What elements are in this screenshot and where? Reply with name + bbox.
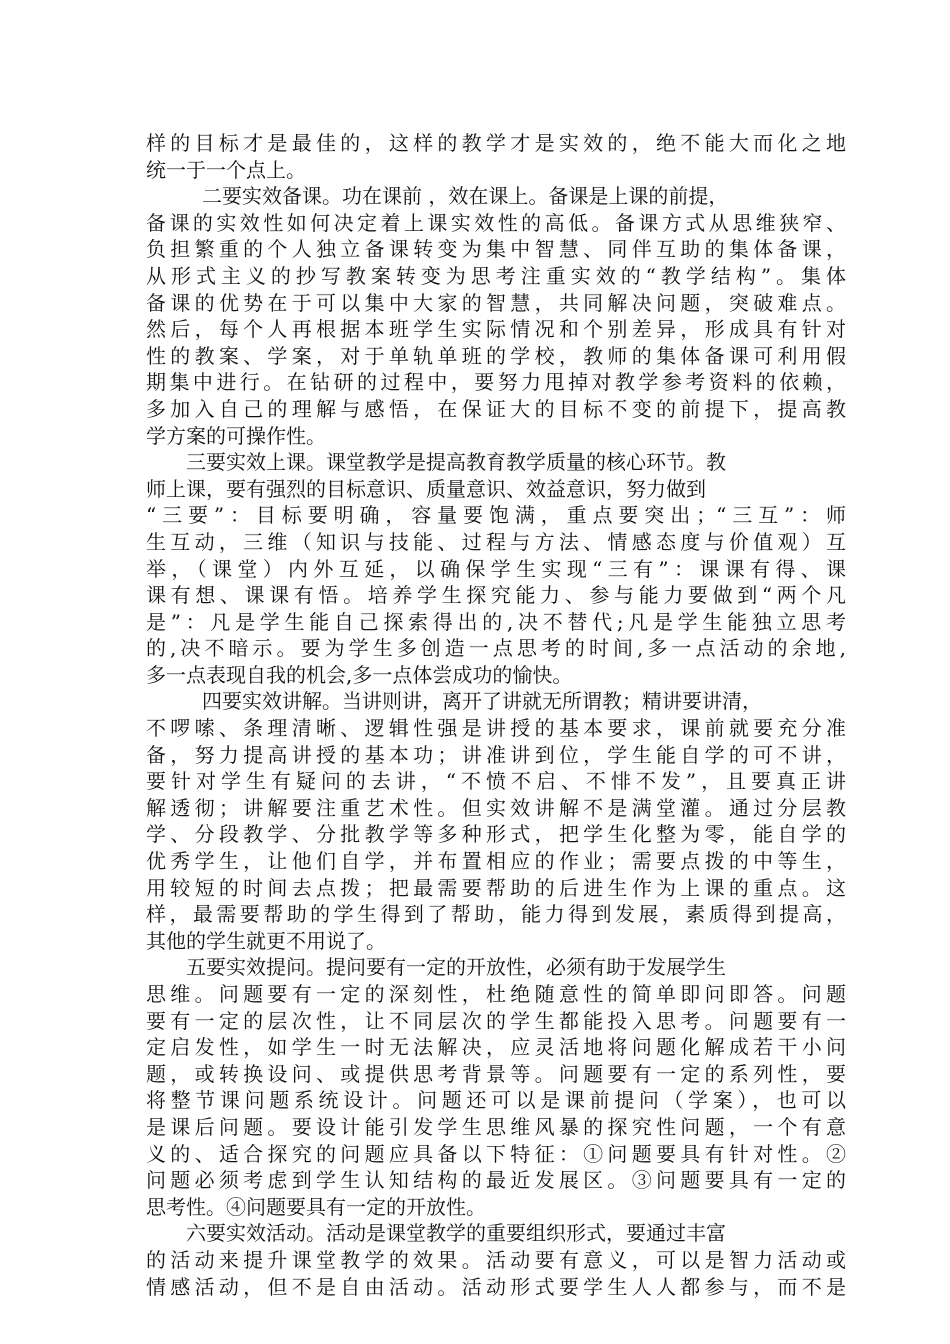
text-line: “三要”：目标要明确，容量要饱满，重点要突出；“三互”：师 [146, 503, 846, 528]
text-line: 思考性。④问题要具有一定的开放性。 [146, 1194, 486, 1219]
text-line: 优秀学生，让他们自学，并布置相应的作业；需要点拨的中等生， [146, 849, 846, 874]
text-line: 定启发性，如学生一时无法解决，应灵活地将问题化解成若干小问 [146, 1035, 846, 1060]
text-line: 义的、适合探究的问题应具备以下特征：①问题要具有针对性。② [146, 1141, 846, 1166]
paragraph-start-line: 三要实效上课。课堂教学是提高教育教学质量的核心环节。教 [186, 450, 726, 475]
text-line: 课有想、课课有悟。培养学生探究能力、参与能力要做到“两个凡 [146, 583, 846, 608]
text-line: 性的教案、学案，对于单轨单班的学校，教师的集体备课可利用假 [146, 343, 846, 368]
paragraph-start-line: 四要实效讲解。当讲则讲，离开了讲就无所谓教；精讲要讲清， [202, 689, 762, 714]
paragraph-start-line: 二要实效备课。功在课前 ，效在课上。备课是上课的前提， [202, 184, 729, 209]
text-line: 是课后问题。要设计能引发学生思维风暴的探究性问题，一个有意 [146, 1114, 846, 1139]
text-line: 师上课，要有强烈的目标意识、质量意识、效益意识，努力做到 [146, 476, 706, 501]
text-line: 多一点表现自我的机会,多一点体尝成功的愉快。 [146, 662, 573, 687]
text-line: 备课的实效性如何决定着上课实效性的高低。备课方式从思维狭窄、 [146, 210, 846, 235]
text-line: 期集中进行。在钻研的过程中，要努力甩掉对教学参考资料的依赖， [146, 370, 846, 395]
text-line: 思维。问题要有一定的深刻性，杜绝随意性的简单即问即答。问题 [146, 982, 846, 1006]
body-text [146, 130, 846, 1300]
text-line: 用较短的时间去点拨；把最需要帮助的后进生作为上课的重点。这 [146, 875, 846, 900]
text-line: 样，最需要帮助的学生得到了帮助，能力得到发展，素质得到提高， [146, 902, 846, 927]
text-line: 是”：凡是学生能自己探索得出的,决不替代;凡是学生能独立思考 [146, 609, 846, 634]
paragraph-start-line: 六要实效活动。活动是课堂教学的重要组织形式，要通过丰富 [186, 1221, 726, 1246]
text-line: 生互动，三维（知识与技能、过程与方法、情感态度与价值观）互 [146, 529, 846, 554]
text-line: 负担繁重的个人独立备课转变为集中智慧、同伴互助的集体备课， [146, 237, 846, 262]
text-line: 多加入自己的理解与感悟，在保证大的目标不变的前提下，提高教 [146, 396, 846, 421]
text-line: 举，（课堂）内外互延，以确保学生实现“三有”：课课有得、课 [146, 556, 846, 581]
text-line: 要有一定的层次性，让不同层次的学生都能投入思考。问题要有一 [146, 1008, 846, 1033]
text-line: 其他的学生就更不用说了。 [146, 928, 386, 953]
text-line: 情感活动，但不是自由活动。活动形式要学生人人都参与，而不是 [146, 1274, 846, 1299]
text-line: 学、分段教学、分批教学等多种形式，把学生化整为零，能自学的 [146, 822, 846, 847]
text-line: 的,决不暗示。要为学生多创造一点思考的时间,多一点活动的余地, [146, 636, 846, 661]
text-line: 解透彻；讲解要注重艺术性。但实效讲解不是满堂灌。通过分层教 [146, 795, 846, 820]
text-line: 的活动来提升课堂教学的效果。活动要有意义，可以是智力活动或 [146, 1247, 846, 1272]
text-line: 备课的优势在于可以集中大家的智慧，共同解决问题，突破难点。 [146, 290, 846, 315]
text-line: 然后，每个人再根据本班学生实际情况和个别差异，形成具有针对 [146, 317, 846, 342]
text-line: 将整节课问题系统设计。问题还可以是课前提问（学案），也可以 [146, 1088, 846, 1113]
text-line: 备，努力提高讲授的基本功；讲准讲到位，学生能自学的可不讲， [146, 742, 846, 767]
text-line: 题，或转换设问、或提供思考背景等。问题要有一定的系列性，要 [146, 1061, 846, 1086]
text-line: 学方案的可操作性。 [146, 423, 326, 448]
paragraph-start-line: 五要实效提问。提问要有一定的开放性，必须有助于发展学生 [186, 955, 726, 980]
text-line: 要针对学生有疑问的去讲，“不愤不启、不悱不发”，且要真正讲 [146, 769, 846, 794]
text-line: 统一于一个点上。 [146, 157, 306, 182]
text-line: 样的目标才是最佳的，这样的教学才是实效的，绝不能大而化之地 [146, 131, 846, 155]
text-line: 不啰嗦、条理清晰、逻辑性强是讲授的基本要求，课前就要充分准 [146, 716, 846, 741]
text-line: 从形式主义的抄写教案转变为思考注重实效的“教学结构”。集体 [146, 263, 846, 288]
text-line: 问题必须考虑到学生认知结构的最近发展区。③问题要具有一定的 [146, 1168, 846, 1193]
